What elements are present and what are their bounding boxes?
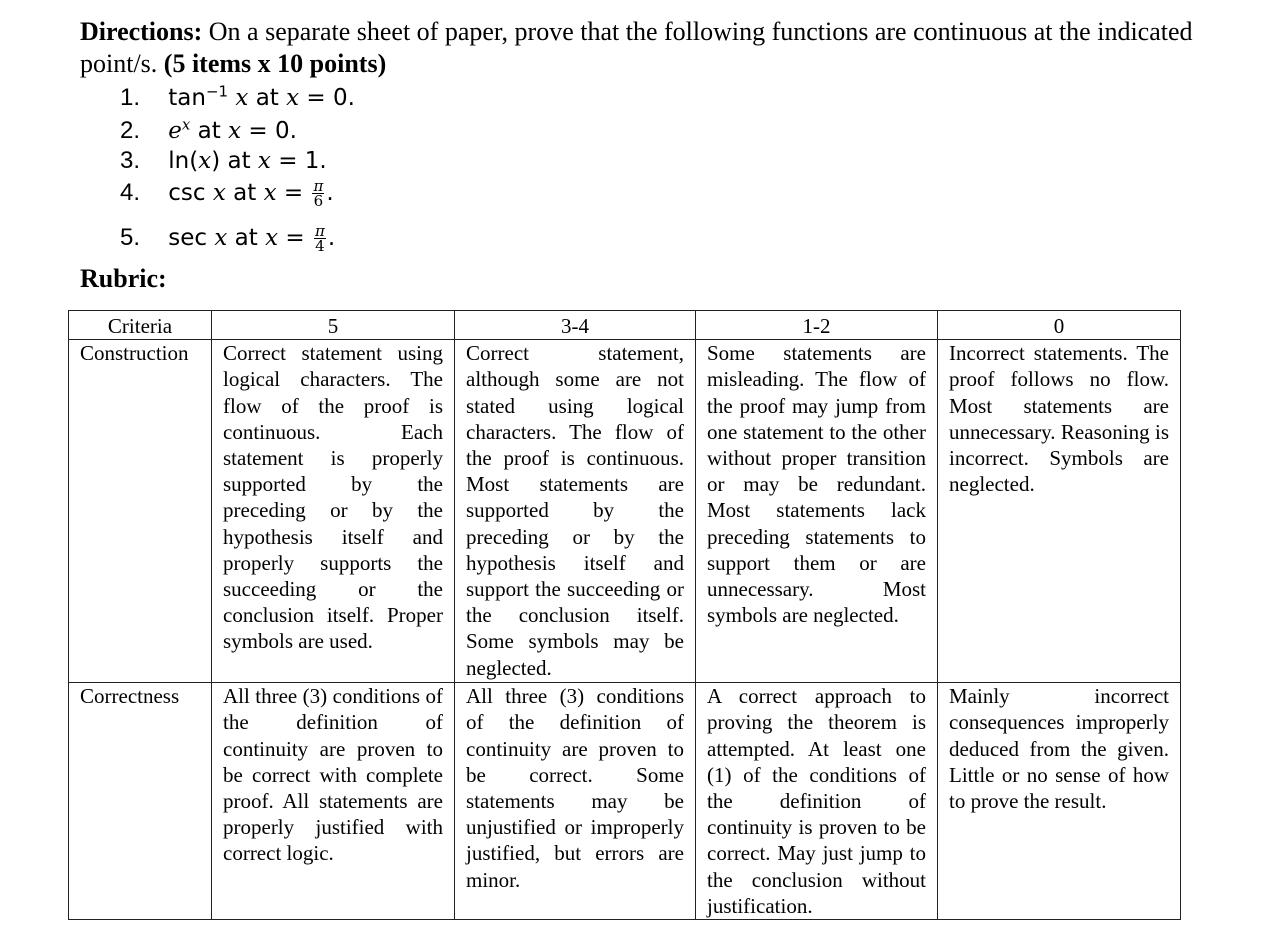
table-row	[69, 683, 1181, 920]
problem-item: 5. sec x at x = $\frac{\pi}{4}$ .	[120, 222, 336, 255]
rubric-cell: All three (3) conditions of the definition of continuity are proven to be correct. Some statements may be unjustified or improperly justified, but errors are minor.	[455, 683, 696, 920]
table-row	[69, 340, 1181, 683]
table-header-row	[69, 311, 1181, 340]
header-score-5: 5	[212, 311, 455, 340]
problem-item: 2. $e^x$ at x = 0.	[120, 115, 297, 144]
rubric-cell: A correct approach to proving the theorem is attempted. At least one (1) of the conditions of the definition of continuity is proven to be correct. May just jump to the conclusion without justification.	[696, 683, 938, 920]
header-score-0: 0	[938, 311, 1181, 340]
problem-item: 4. csc x at x = $\frac{\pi}{6}$ .	[120, 177, 334, 210]
criteria-cell: Correctness	[69, 683, 212, 920]
directions	[80, 16, 1200, 80]
directions-label: Directions:	[80, 17, 203, 46]
rubric-cell: Some statements are misleading. The flow of the proof may jump from one statement to the other without proper transition or may be redundant. Most statements lack preceding statements to support them or are unnecessary. Most symbols are neglected.	[696, 340, 938, 683]
header-criteria: Criteria	[69, 311, 212, 340]
rubric-cell: All three (3) conditions of the definition of continuity are proven to be correct with complete proof. All statements are properly justified with correct logic.	[212, 683, 455, 920]
criteria-cell: Construction	[69, 340, 212, 683]
directions-points: (5 items x 10 points)	[163, 49, 387, 78]
rubric-title: Rubric:	[80, 264, 167, 293]
rubric-cell: Incorrect statements. The proof follows no flow. Most statements are unnecessary. Reasoning is incorrect. Symbols are neglected.	[938, 340, 1181, 683]
rubric-table	[68, 310, 1181, 920]
rubric-cell: Mainly incorrect consequences improperly deduced from the given. Little or no sense of how to prove the result.	[938, 683, 1181, 920]
directions-text: On a separate sheet of paper, prove that the following functions are continuous at the indicated point/s.	[80, 17, 1193, 78]
problem-item: 3. ln(x) at x = 1.	[120, 147, 327, 174]
header-score-1-2: 1-2	[696, 311, 938, 340]
rubric-cell: Correct statement using logical characters. The flow of the proof is continuous. Each statement is properly supported by the preceding or by the hypothesis itself and properly supports the succeeding or the conclusion itself. Proper symbols are used.	[212, 340, 455, 683]
rubric-cell: Correct statement, although some are not stated using logical characters. The flow of the proof is continuous. Most statements are supported by the preceding or by the hypothesis itself and support the succeeding or the conclusion itself. Some symbols may be neglected.	[455, 340, 696, 683]
problem-item: 1. $\tan^{-1} x$ at x = 0.	[120, 82, 355, 111]
header-score-3-4: 3-4	[455, 311, 696, 340]
